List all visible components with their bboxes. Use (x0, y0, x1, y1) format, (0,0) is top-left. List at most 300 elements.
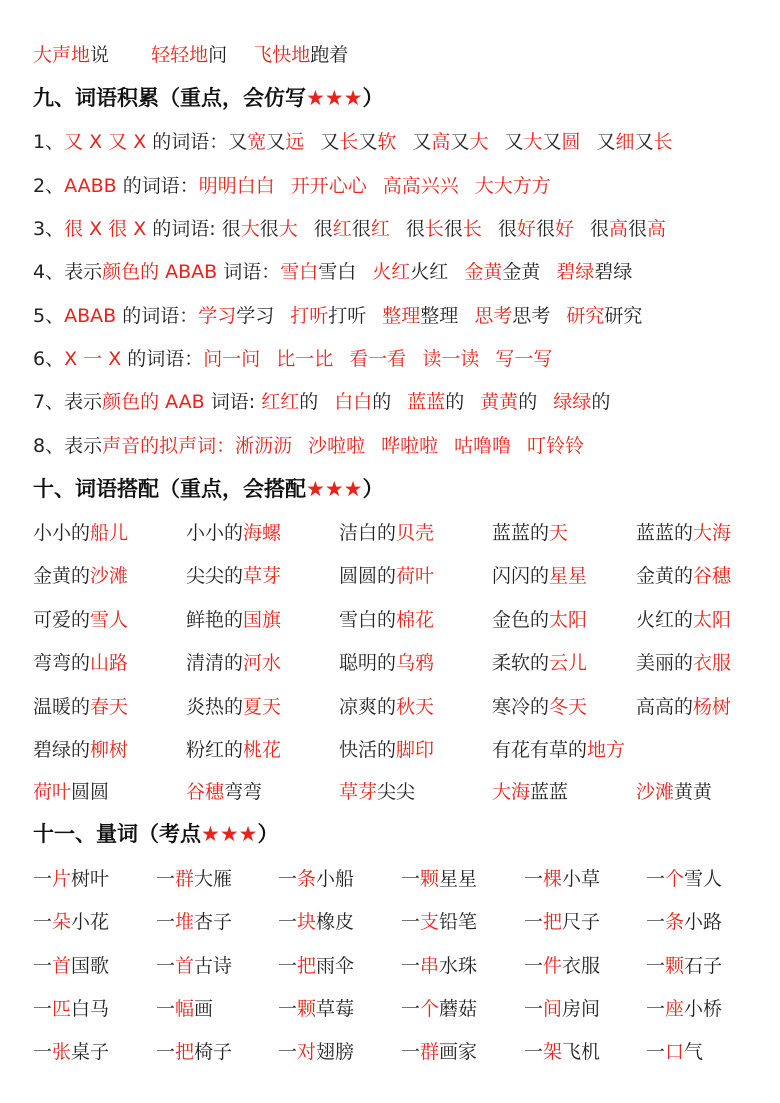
noun-text: 杏子 (194, 911, 233, 933)
highlight-text: 颜色的 ABAB (102, 261, 218, 283)
measure-word: 口 (665, 1041, 685, 1063)
highlight-text: 好 (516, 218, 536, 240)
highlight-text: 细 (615, 131, 635, 153)
highlight-text: 大大方方 (474, 175, 551, 197)
highlight-text: 好 (554, 218, 574, 240)
measure-word: 支 (420, 911, 440, 933)
numeral-text: 一 (524, 868, 544, 890)
plain-text: 金黄 (502, 261, 541, 283)
numeral-text: 一 (278, 1041, 298, 1063)
measure-word-item (33, 997, 109, 1021)
measure-word: 条 (665, 911, 685, 933)
highlight-text: 比一比 (276, 348, 334, 370)
highlight-text: 打听 (290, 305, 329, 327)
collocation-item (186, 780, 262, 804)
vocab-rule-row (33, 174, 551, 198)
plain-text: 的词语：又 (146, 131, 248, 153)
noun-text: 棉花 (396, 609, 435, 631)
noun-text: 飞机 (562, 1041, 601, 1063)
plain-text: 碧绿 (594, 261, 633, 283)
measure-word: 幅 (175, 998, 195, 1020)
noun-text: 大海 (693, 522, 732, 544)
noun-text: 翅膀 (316, 1041, 355, 1063)
highlight-text: ABAB (64, 305, 117, 327)
highlight-text: 哗啦啦 (381, 435, 439, 457)
measure-word: 把 (175, 1041, 195, 1063)
modifier-text: 火红的 (636, 609, 694, 631)
modifier-text: 高高的 (636, 696, 694, 718)
collocation-item (33, 738, 128, 762)
highlight-text: 远 (285, 131, 305, 153)
noun-text: 铅笔 (439, 911, 478, 933)
plain-text: 的 (445, 391, 465, 413)
measure-word-item (401, 997, 477, 1021)
plain-text: 整理 (420, 305, 459, 327)
plain-text: 又 (596, 131, 616, 153)
plain-text: 7、表示 (33, 391, 103, 413)
plain-text: 思考 (512, 305, 551, 327)
noun-text: 小桥 (684, 998, 723, 1020)
noun-text: 尺子 (562, 911, 601, 933)
modifier-text: 弯弯的 (33, 652, 91, 674)
numeral-text: 一 (524, 998, 544, 1020)
measure-word: 棵 (543, 868, 563, 890)
plain-text: 很 (628, 218, 648, 240)
measure-word-item (524, 1040, 600, 1064)
highlight-text: 高高兴兴 (382, 175, 459, 197)
plain-text: 又 (450, 131, 470, 153)
noun-text: 天 (549, 522, 569, 544)
measure-word-item (524, 867, 600, 891)
measure-word-item (646, 1040, 703, 1064)
measure-word-item (401, 954, 477, 978)
highlight-text: 软 (377, 131, 397, 153)
numeral-text: 一 (156, 998, 176, 1020)
collocation-item (636, 780, 712, 804)
noun-text: 大雁 (194, 868, 233, 890)
noun-text: 桌子 (71, 1041, 110, 1063)
highlight-text: 读一读 (422, 348, 480, 370)
plain-text: 很 (313, 218, 333, 240)
modifier-text: 尖尖的 (186, 565, 244, 587)
modifier-text: 圆圆 (71, 781, 110, 803)
noun-text: 海螺 (243, 522, 282, 544)
collocation-item (492, 564, 587, 588)
noun-text: 谷穗 (693, 565, 732, 587)
plain-text: 词语： (217, 261, 281, 283)
highlight-text: 长 (339, 131, 359, 153)
measure-word-item (524, 910, 600, 934)
plain-text: 很 (443, 218, 463, 240)
plain-text: 词语: (204, 391, 262, 413)
numeral-text: 一 (401, 1041, 421, 1063)
highlight-text: 又 X 又 X (64, 131, 147, 153)
noun-text: 春天 (90, 696, 129, 718)
noun-text: 杨树 (693, 696, 732, 718)
highlight-text: 红 (370, 218, 390, 240)
collocation-item (339, 780, 415, 804)
highlight-text: 大 (469, 131, 489, 153)
collocation-item (492, 738, 625, 762)
highlight-text: 大 (240, 218, 260, 240)
highlight-text: 蓝蓝 (407, 391, 446, 413)
highlight-text: 红 (332, 218, 352, 240)
plain-text: 又 (266, 131, 286, 153)
noun-text: 椅子 (194, 1041, 233, 1063)
measure-word-item (401, 1040, 477, 1064)
collocation-item (492, 780, 568, 804)
collocation-item (186, 564, 281, 588)
noun-text: 脚印 (396, 739, 435, 761)
noun-text: 谷穗 (186, 781, 225, 803)
noun-text: 石子 (684, 955, 723, 977)
noun-text: 乌鸦 (396, 652, 435, 674)
plain-text: 雪白 (318, 261, 357, 283)
collocation-item (33, 651, 128, 675)
modifier-text: 金色的 (492, 609, 550, 631)
measure-word-item (33, 1040, 109, 1064)
measure-word: 对 (297, 1041, 317, 1063)
plain-text: 1、 (33, 131, 65, 153)
modifier-text: 圆圆的 (339, 565, 397, 587)
vocab-rule-row (33, 434, 584, 458)
highlight-text: 淅沥沥 (235, 435, 293, 457)
measure-word-item (278, 910, 354, 934)
section11-heading: 十一、量词（考点★★★） (33, 822, 279, 846)
adverb-phrase: 大声地说 (33, 44, 110, 66)
noun-text: 船儿 (90, 522, 129, 544)
plain-text: 4、表示 (33, 261, 103, 283)
measure-word-item (646, 997, 722, 1021)
noun-text: 星星 (439, 868, 478, 890)
plain-text: 又 (358, 131, 378, 153)
noun-text: 雪人 (90, 609, 129, 631)
highlight-text: 学习 (198, 305, 237, 327)
measure-word: 群 (175, 868, 195, 890)
noun-text: 白马 (71, 998, 110, 1020)
adverb-phrase: 轻轻地问 (151, 44, 228, 66)
numeral-text: 一 (33, 955, 53, 977)
measure-word: 个 (665, 868, 685, 890)
noun-text: 云儿 (549, 652, 588, 674)
highlight-text: 声音的拟声词： (102, 435, 236, 457)
highlight-text: 火红 (372, 261, 411, 283)
modifier-text: 美丽的 (636, 652, 694, 674)
noun-text: 树叶 (71, 868, 110, 890)
modifier-text: 蓝蓝 (530, 781, 569, 803)
numeral-text: 一 (646, 955, 666, 977)
measure-word-item (646, 867, 722, 891)
noun-text: 小船 (316, 868, 355, 890)
measure-word: 首 (175, 955, 195, 977)
collocation-item (492, 521, 568, 545)
plain-text: 又 (542, 131, 562, 153)
highlight-text: 红红 (261, 391, 300, 413)
noun-text: 雨伞 (316, 955, 355, 977)
measure-word-item (524, 997, 600, 1021)
highlight-text: 宽 (247, 131, 267, 153)
highlight-text: 黄黄 (480, 391, 519, 413)
collocation-item (186, 521, 281, 545)
numeral-text: 一 (33, 1041, 53, 1063)
collocation-item (186, 738, 281, 762)
collocation-item (186, 608, 281, 632)
measure-word-item (401, 910, 477, 934)
modifier-text: 小小的 (33, 522, 91, 544)
collocation-item (339, 564, 434, 588)
noun-text: 国旗 (243, 609, 282, 631)
highlight-text: 白白 (334, 391, 373, 413)
noun-text: 画家 (439, 1041, 478, 1063)
noun-text: 沙滩 (90, 565, 129, 587)
numeral-text: 一 (278, 998, 298, 1020)
modifier-text: 黄黄 (674, 781, 713, 803)
measure-word: 片 (52, 868, 72, 890)
plain-text: 又 (320, 131, 340, 153)
collocation-item (339, 738, 434, 762)
measure-word-item (278, 997, 354, 1021)
measure-word: 把 (297, 955, 317, 977)
noun-text: 山路 (90, 652, 129, 674)
highlight-text: 圆 (561, 131, 581, 153)
noun-text: 河水 (243, 652, 282, 674)
collocation-item (33, 780, 109, 804)
plain-text: 又 (412, 131, 432, 153)
noun-text: 衣服 (693, 652, 732, 674)
highlight-text: 明明白白 (198, 175, 275, 197)
collocation-item (186, 651, 281, 675)
noun-text: 橡皮 (316, 911, 355, 933)
noun-text: 草芽 (339, 781, 378, 803)
highlight-text: X 一 X (64, 348, 122, 370)
collocation-item (339, 651, 434, 675)
noun-text: 柳树 (90, 739, 129, 761)
plain-text: 的词语： (121, 348, 204, 370)
highlight-text: 写一写 (495, 348, 553, 370)
numeral-text: 一 (646, 1041, 666, 1063)
noun-text: 沙滩 (636, 781, 675, 803)
modifier-text: 小小的 (186, 522, 244, 544)
highlight-text: 大 (278, 218, 298, 240)
vocab-rule-row (33, 217, 666, 241)
vocab-rule-row (33, 390, 610, 414)
plain-text: 的 (372, 391, 392, 413)
measure-word: 匹 (52, 998, 72, 1020)
collocation-item (339, 695, 434, 719)
plain-text: 6、 (33, 348, 65, 370)
highlight-text: 大 (523, 131, 543, 153)
measure-word: 颗 (665, 955, 685, 977)
highlight-text: 高 (647, 218, 667, 240)
measure-word-item (156, 867, 232, 891)
collocation-item (636, 521, 731, 545)
modifier-text: 有花有草的 (492, 739, 588, 761)
plain-text: 5、 (33, 305, 65, 327)
highlight-text: 问一问 (203, 348, 261, 370)
modifier-text: 金黄的 (636, 565, 694, 587)
highlight-text: 高 (608, 218, 628, 240)
noun-text: 地方 (587, 739, 626, 761)
highlight-text: 思考 (474, 305, 513, 327)
modifier-text: 可爱的 (33, 609, 91, 631)
modifier-text: 蓝蓝的 (636, 522, 694, 544)
highlight-text: 长 (462, 218, 482, 240)
collocation-item (33, 564, 128, 588)
plain-text: 又 (504, 131, 524, 153)
plain-text: 的词语: 很 (146, 218, 241, 240)
highlight-text: 开开心心 (290, 175, 367, 197)
noun-text: 气 (684, 1041, 704, 1063)
plain-text: 很 (589, 218, 609, 240)
measure-word: 条 (297, 868, 317, 890)
measure-word: 串 (420, 955, 440, 977)
measure-word: 架 (543, 1041, 563, 1063)
plain-text: 的 (518, 391, 538, 413)
plain-text: 学习 (236, 305, 275, 327)
star-rating: ★★★ (306, 86, 363, 110)
noun-text: 画 (194, 998, 214, 1020)
modifier-text: 鲜艳的 (186, 609, 244, 631)
highlight-text: 高 (431, 131, 451, 153)
highlight-text: 长 (424, 218, 444, 240)
highlight-text: 雪白 (280, 261, 319, 283)
vocab-rule-row (33, 130, 673, 154)
noun-text: 夏天 (243, 696, 282, 718)
measure-word-item (156, 954, 232, 978)
numeral-text: 一 (156, 1041, 176, 1063)
highlight-text: 研究 (566, 305, 605, 327)
numeral-text: 一 (646, 868, 666, 890)
measure-word: 块 (297, 911, 317, 933)
measure-word-item (278, 867, 354, 891)
collocation-item (636, 695, 731, 719)
collocation-item (339, 608, 434, 632)
highlight-text: AABB (64, 175, 117, 197)
measure-word-item (646, 954, 722, 978)
modifier-text: 碧绿的 (33, 739, 91, 761)
numeral-text: 一 (524, 955, 544, 977)
measure-word-item (278, 1040, 354, 1064)
measure-word-item (33, 954, 109, 978)
plain-text: 研究 (604, 305, 643, 327)
numeral-text: 一 (401, 998, 421, 1020)
modifier-text: 炎热的 (186, 696, 244, 718)
noun-text: 秋天 (396, 696, 435, 718)
measure-word: 件 (543, 955, 563, 977)
plain-text: 的词语： (116, 175, 199, 197)
highlight-text: 碧绿 (556, 261, 595, 283)
plain-text: 的词语： (116, 305, 199, 327)
highlight-text: 叮铃铃 (527, 435, 585, 457)
modifier-text: 闪闪的 (492, 565, 550, 587)
highlight-text: 看一看 (349, 348, 407, 370)
modifier-text: 尖尖 (377, 781, 416, 803)
collocation-item (636, 564, 731, 588)
noun-text: 小路 (684, 911, 723, 933)
modifier-text: 粉红的 (186, 739, 244, 761)
numeral-text: 一 (278, 955, 298, 977)
plain-text: 的 (299, 391, 319, 413)
numeral-text: 一 (646, 911, 666, 933)
section9-heading: 九、词语积累（重点，会仿写★★★） (33, 86, 384, 110)
numeral-text: 一 (156, 955, 176, 977)
noun-text: 雪人 (684, 868, 723, 890)
highlight-text: 沙啦啦 (308, 435, 366, 457)
collocation-item (339, 521, 434, 545)
noun-text: 草芽 (243, 565, 282, 587)
measure-word: 把 (543, 911, 563, 933)
noun-text: 古诗 (194, 955, 233, 977)
modifier-text: 洁白的 (339, 522, 397, 544)
noun-text: 衣服 (562, 955, 601, 977)
measure-word: 间 (543, 998, 563, 1020)
modifier-text: 快活的 (339, 739, 397, 761)
numeral-text: 一 (278, 868, 298, 890)
noun-text: 蘑菇 (439, 998, 478, 1020)
collocation-item (33, 695, 128, 719)
measure-word-item (646, 910, 722, 934)
highlight-text: 整理 (382, 305, 421, 327)
numeral-text: 一 (33, 911, 53, 933)
adverb-phrase: 飞快地跑着 (253, 44, 349, 66)
modifier-text: 温暖的 (33, 696, 91, 718)
modifier-text: 弯弯 (224, 781, 263, 803)
plain-text: 很 (405, 218, 425, 240)
numeral-text: 一 (278, 911, 298, 933)
collocation-item (186, 695, 281, 719)
plain-text: 的 (591, 391, 611, 413)
modifier-text: 寒冷的 (492, 696, 550, 718)
numeral-text: 一 (156, 911, 176, 933)
highlight-text: 颜色的 AAB (102, 391, 205, 413)
measure-word-item (524, 954, 600, 978)
collocation-item (492, 695, 587, 719)
modifier-text: 雪白的 (339, 609, 397, 631)
noun-text: 小草 (562, 868, 601, 890)
highlight-text: 金黄 (464, 261, 503, 283)
measure-word: 座 (665, 998, 685, 1020)
measure-word: 朵 (52, 911, 72, 933)
highlight-text: 咕噜噜 (454, 435, 512, 457)
noun-text: 冬天 (549, 696, 588, 718)
noun-text: 太阳 (693, 609, 732, 631)
noun-text: 桃花 (243, 739, 282, 761)
numeral-text: 一 (524, 911, 544, 933)
intro-adverb-line (33, 43, 348, 67)
noun-text: 水珠 (439, 955, 478, 977)
highlight-text: 绿绿 (553, 391, 592, 413)
plain-text: 又 (634, 131, 654, 153)
noun-text: 草莓 (316, 998, 355, 1020)
numeral-text: 一 (33, 868, 53, 890)
noun-text: 国歌 (71, 955, 110, 977)
noun-text: 房间 (562, 998, 601, 1020)
collocation-item (636, 651, 731, 675)
plain-text: 很 (535, 218, 555, 240)
measure-word: 首 (52, 955, 72, 977)
plain-text: 火红 (410, 261, 449, 283)
measure-word-item (33, 867, 109, 891)
vocab-rule-row (33, 260, 632, 284)
measure-word-item (401, 867, 477, 891)
modifier-text: 凉爽的 (339, 696, 397, 718)
modifier-text: 聪明的 (339, 652, 397, 674)
highlight-text: 长 (653, 131, 673, 153)
collocation-item (492, 608, 587, 632)
star-rating: ★★★ (306, 477, 363, 501)
noun-text: 大海 (492, 781, 531, 803)
measure-word: 个 (420, 998, 440, 1020)
